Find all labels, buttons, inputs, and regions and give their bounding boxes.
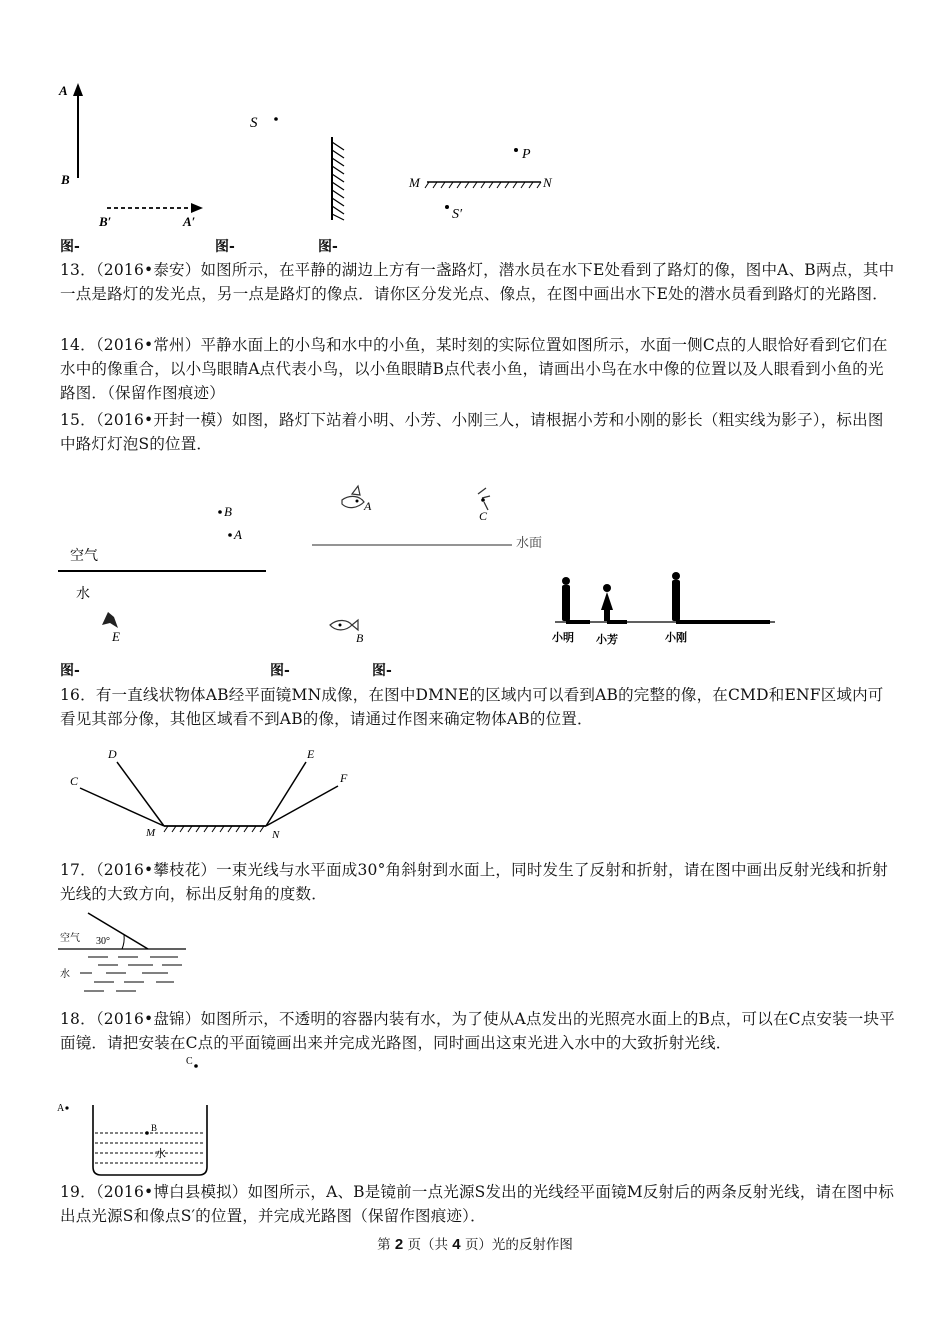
fig13-water: 水 (76, 587, 90, 602)
fig18-water: 水 (155, 1148, 166, 1160)
label-n: N (543, 175, 552, 190)
footer-post: 页）光的反射作图 (464, 1237, 573, 1253)
figure-caption-2: 图- (215, 239, 235, 255)
question-13: 13．（2016•泰安）如图所示，在平静的湖边上方有一盏路灯，潜水员在水下E处看到了路灯的像，图中A、B两点，其中一点是路灯的发光点，另一点是路灯的像点．请你区分发光点、像点，在图中画出水下E处的潜水员看到路灯的光路图． (60, 261, 895, 303)
figure-caption-4: 图- (60, 663, 80, 679)
question-17: 17．（2016•攀枝花）一束光线与水平面成30°角斜射到水面上，同时发生了反射和折射，请在图中画出反射光线和折射光线的大致方向，标出反射角的度数． (60, 861, 888, 903)
fig17-angle: 30° (96, 936, 110, 947)
footer-pre: 第 (377, 1237, 391, 1253)
fig17-air: 空气 (60, 933, 80, 944)
figure-mirror-regions (62, 740, 352, 842)
footer-total-pages: 4 (452, 1236, 461, 1253)
label-b-prime: B′ (99, 214, 112, 229)
fig17-water: 水 (60, 969, 70, 980)
figure-bird-fish (300, 480, 555, 655)
question-19: 19．（2016•博白县模拟）如图所示，A、B是镜前一点光源S发出的光线经平面镜M反射后的两条反射光线，请在图中标出点光源S和像点S′的位置，并完成光路图（保留作图痕迹）． (60, 1183, 895, 1225)
figure-caption-3: 图- (318, 239, 338, 255)
figure-three-people (550, 570, 780, 650)
fig14-surface: 水面 (516, 535, 543, 550)
label-b: B (61, 172, 70, 187)
figure-container-water (55, 1055, 215, 1180)
question-18: 18．（2016•盘锦）如图所示，不透明的容器内装有水，为了使从A点发出的光照亮水面上的B点，可以在C点安装一块平面镜．请把安装在C点的平面镜画出来并完成光路图，同时画出这束光进入水中的大致折射光线． (60, 1010, 895, 1052)
fig16-label-d: D (108, 747, 117, 761)
fig14-label-c: C (479, 509, 488, 523)
label-s: S (250, 115, 258, 131)
question-14: 14．（2016•常州）平静水面上的小鸟和水中的小鱼，某时刻的实际位置如图所示，水面一侧C点的人眼恰好看到它们在水中的像重合，以小鸟眼睛A点代表小鸟，以小鱼眼睛B点代表小鱼，请画出小鸟在水中像的位置以及人眼看到小鱼的光路图．（保留作图痕迹） (60, 336, 888, 402)
fig18-label-c: C (186, 1056, 193, 1067)
figure-caption-6: 图- (372, 663, 392, 679)
figure-mirror-mn (405, 140, 575, 230)
question-16: 16．有一直线状物体AB经平面镜MN成像，在图中DMNE的区域内可以看到AB的完整的像，在CMD和ENF区域内可看见其部分像，其他区域看不到AB的像，请通过作图来确定物体AB的位置． (60, 686, 884, 728)
fig14-label-a: A (364, 499, 372, 513)
footer-mid: 页（共 (407, 1237, 448, 1253)
figure-ab-arrow (55, 80, 235, 230)
person-xiaoming: 小明 (552, 632, 574, 644)
figure-lake-lamp (58, 495, 273, 650)
fig18-label-b: B (151, 1123, 158, 1133)
question-15: 15．（2016•开封一模）如图，路灯下站着小明、小芳、小刚三人，请根据小芳和小刚的影长（粗实线为影子），标出图中路灯灯泡S的位置． (60, 411, 884, 453)
fig13-label-b: B (224, 504, 232, 519)
fig16-label-m: M (146, 827, 156, 839)
fig13-air: 空气 (70, 549, 98, 564)
figure-caption-1: 图- (60, 239, 80, 255)
fig16-label-n: N (272, 829, 280, 841)
fig14-label-b: B (356, 631, 364, 645)
footer-page-number: 2 (394, 1236, 404, 1253)
figure-caption-5: 图- (270, 663, 290, 679)
label-a-prime: A′ (183, 214, 196, 229)
fig13-label-e: E (112, 629, 120, 644)
label-a: A (59, 83, 68, 98)
label-p: P (522, 147, 531, 162)
fig16-label-f: F (340, 771, 348, 785)
fig16-label-c: C (70, 774, 79, 788)
fig13-label-a: A (234, 527, 242, 542)
fig18-label-a: A (57, 1103, 65, 1114)
fig16-label-e: E (307, 747, 315, 761)
page-footer (0, 1233, 950, 1253)
person-xiaogang: 小刚 (665, 632, 687, 644)
person-xiaofang: 小芳 (596, 634, 618, 646)
label-m: M (409, 175, 420, 190)
label-s-prime: S′ (452, 207, 463, 222)
figure-mirror-s (240, 100, 360, 230)
figure-refraction-30 (58, 905, 193, 1000)
